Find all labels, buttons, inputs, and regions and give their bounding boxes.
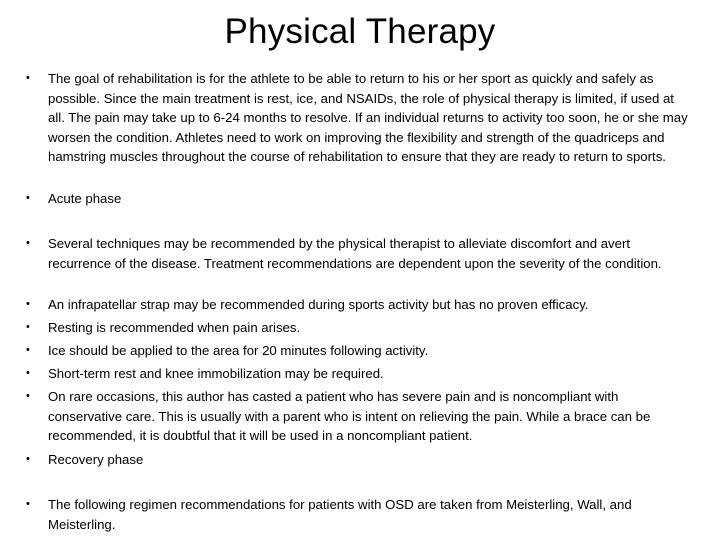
- bullet-dot: •: [26, 498, 30, 510]
- bullet-text: The following regimen recommendations for patients with OSD are taken from Meisterling, Wall, and Meisterling.: [48, 497, 632, 532]
- bullet-text: An infrapatellar strap may be recommended during sports activity but has no proven efficacy.: [48, 297, 589, 312]
- bullet-text: Short-term rest and knee immobilization may be required.: [48, 366, 384, 381]
- slide-title: Physical Therapy: [224, 12, 496, 51]
- bullet-text: On rare occasions, this author has casted a patient who has severe pain and is noncompliant with conservative care. This is usually with a parent who is intent on relieving the pain. While a brace can be recommended, it is doubtful that it will be used in a noncompliant patient.: [48, 389, 651, 443]
- bullet-text: Recovery phase: [48, 452, 144, 467]
- bullet-dot: •: [26, 453, 30, 465]
- bullet-dot: •: [26, 237, 30, 249]
- bullet-dot: •: [26, 192, 30, 204]
- bullet-dot: •: [26, 344, 30, 356]
- bullet-dot: •: [26, 390, 30, 402]
- bullet-dot: •: [26, 72, 30, 84]
- bullet-text: Acute phase: [48, 191, 122, 206]
- bullet-dot: •: [26, 298, 30, 310]
- bullet-dot: •: [26, 367, 30, 379]
- bullet-text: Resting is recommended when pain arises.: [48, 320, 301, 335]
- bullet-text: The goal of rehabilitation is for the athlete to be able to return to his or her sport as quickly and safely as possible. Since the main treatment is rest, ice, and NSAIDs, the role of physical therapy is limited, if used at all. The pain may take up to 6-24 months to resolve. If an individual returns to activity too soon, he or she may worsen the condition. Athletes need to work on improving the flexibility and strength of the quadriceps and hamstring muscles throughout the course of rehabilitation to ensure that they are ready to return to sports.: [48, 71, 688, 164]
- bullet-text: Several techniques may be recommended by the physical therapist to alleviate discomfort and avert recurrence of the disease. Treatment recommendations are dependent upon the severity of the condition.: [48, 236, 662, 271]
- bullet-text: Ice should be applied to the area for 20 minutes following activity.: [48, 343, 429, 358]
- bullet-dot: •: [26, 321, 30, 333]
